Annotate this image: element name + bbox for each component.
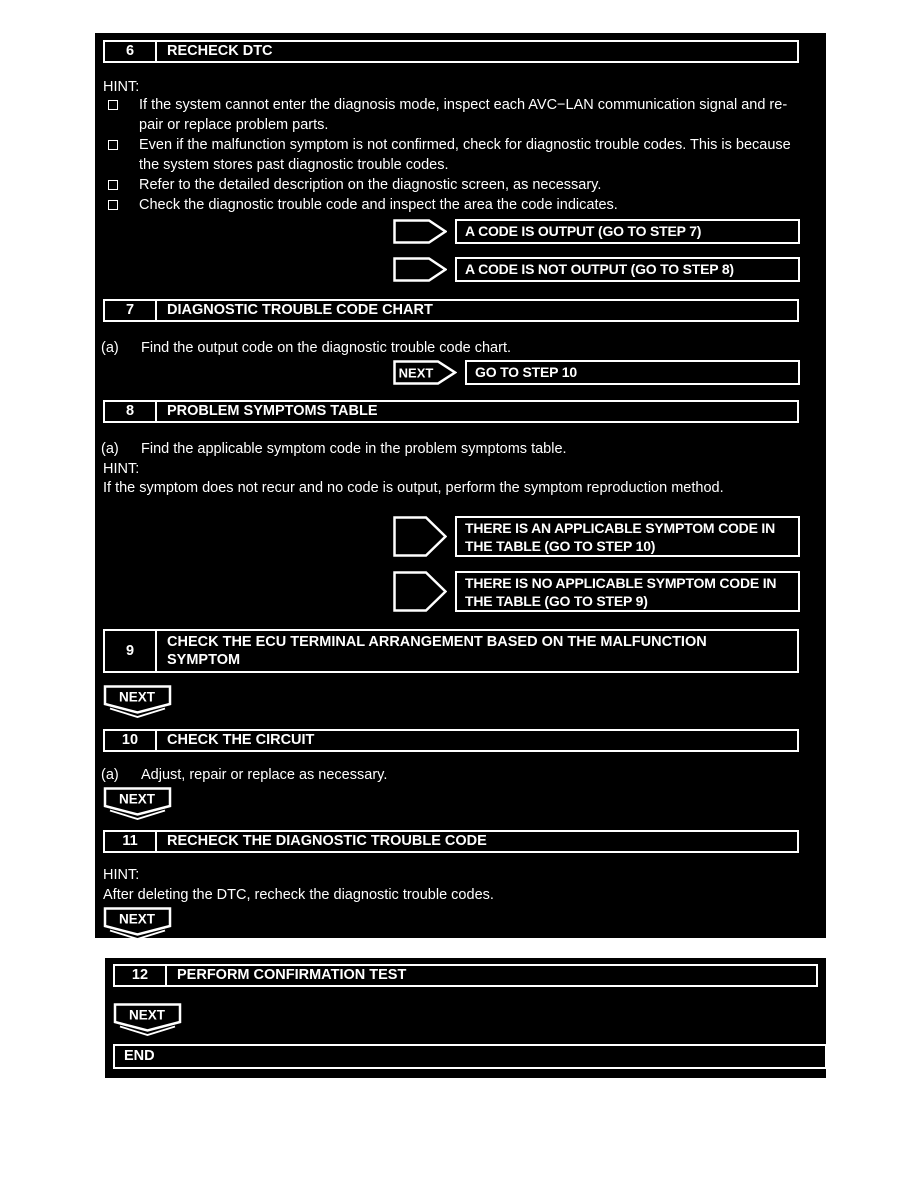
next-down-icon xyxy=(113,1003,189,1037)
next-down-icon xyxy=(103,685,179,719)
step-12-header xyxy=(113,964,818,987)
instruction-text: Adjust, repair or replace as necessary. xyxy=(141,767,388,783)
next-down-icon xyxy=(103,907,179,941)
hint-label: HINT: xyxy=(103,461,140,477)
step-title: CHECK THE CIRCUIT xyxy=(167,732,315,748)
result-callout xyxy=(393,571,800,612)
step-number: 9 xyxy=(105,631,157,671)
instruction-row xyxy=(101,338,511,358)
item-letter: (a) xyxy=(101,767,119,783)
diagnostic-flow-panel xyxy=(95,33,826,938)
step-title: PROBLEM SYMPTOMS TABLE xyxy=(167,403,378,419)
step-number: 7 xyxy=(105,301,157,320)
result-callout xyxy=(393,516,800,557)
instruction-text: Find the applicable symptom code in the problem symptoms table. xyxy=(141,441,567,457)
hint-line: the system stores past diagnostic trouble codes. xyxy=(139,157,449,173)
hint-line: Check the diagnostic trouble code and inspect the area the code indicates. xyxy=(139,197,618,213)
hint-line: If the system cannot enter the diagnosis mode, inspect each AVC−LAN communication signal and re- xyxy=(139,97,788,113)
instruction-text: Find the output code on the diagnostic trouble code chart. xyxy=(141,340,511,356)
arrow-right-icon xyxy=(393,516,447,557)
next-button-label: NEXT xyxy=(128,1007,166,1023)
next-callout xyxy=(393,360,800,385)
step-11-header xyxy=(103,830,799,853)
callout-text: A CODE IS NOT OUTPUT (GO TO STEP 8) xyxy=(465,261,734,277)
step-number: 12 xyxy=(115,966,167,985)
callout-text: THERE IS NO APPLICABLE SYMPTOM CODE IN xyxy=(465,574,777,591)
step-title: RECHECK THE DIAGNOSTIC TROUBLE CODE xyxy=(167,833,487,849)
next-button-label: NEXT xyxy=(118,911,156,927)
next-arrow-label: NEXT xyxy=(398,365,434,381)
result-callout xyxy=(393,257,800,282)
callout-text: THE TABLE (GO TO STEP 10) xyxy=(465,537,656,554)
step-7-header xyxy=(103,299,799,322)
callout-text: A CODE IS OUTPUT (GO TO STEP 7) xyxy=(465,223,702,239)
step-title: DIAGNOSTIC TROUBLE CODE CHART xyxy=(167,302,433,318)
hint-text: After deleting the DTC, recheck the diagnostic trouble codes. xyxy=(103,887,494,903)
callout-text: THERE IS AN APPLICABLE SYMPTOM CODE IN xyxy=(465,519,776,536)
square-bullet-icon xyxy=(108,180,118,190)
end-bar xyxy=(113,1044,827,1069)
step-title: SYMPTOM xyxy=(167,652,241,668)
list-item xyxy=(95,175,826,195)
step-number: 8 xyxy=(105,402,157,421)
hint-line: pair or replace problem parts. xyxy=(139,117,329,133)
confirmation-panel xyxy=(105,958,826,1078)
hint-line: Refer to the detailed description on the diagnostic screen, as necessary. xyxy=(139,177,602,193)
list-item xyxy=(95,135,826,175)
step-8-header xyxy=(103,400,799,423)
hint-label: HINT: xyxy=(103,867,140,883)
arrow-right-icon xyxy=(393,219,447,244)
instruction-row xyxy=(101,765,387,785)
next-arrow-icon xyxy=(393,360,457,385)
step-number: 10 xyxy=(105,731,157,750)
step-number: 11 xyxy=(105,832,157,851)
hint-label: HINT: xyxy=(103,79,140,95)
step-number: 6 xyxy=(105,42,157,61)
hint-line: Even if the malfunction symptom is not confirmed, check for diagnostic trouble codes. This is because xyxy=(139,137,791,153)
step-6-header xyxy=(103,40,799,63)
square-bullet-icon xyxy=(108,100,118,110)
arrow-right-icon xyxy=(393,571,447,612)
step-9-header xyxy=(103,629,799,673)
square-bullet-icon xyxy=(108,200,118,210)
instruction-row xyxy=(101,439,567,459)
next-button-label: NEXT xyxy=(118,689,156,705)
hint-text: If the symptom does not recur and no code is output, perform the symptom reproduction method. xyxy=(103,480,724,496)
step-title: CHECK THE ECU TERMINAL ARRANGEMENT BASED ON THE MALFUNCTION xyxy=(167,634,707,650)
arrow-right-icon xyxy=(393,257,447,282)
list-item xyxy=(95,195,826,215)
item-letter: (a) xyxy=(101,441,119,457)
result-callout xyxy=(393,219,800,244)
callout-text: THE TABLE (GO TO STEP 9) xyxy=(465,592,648,609)
step-title: PERFORM CONFIRMATION TEST xyxy=(177,967,407,983)
end-label: END xyxy=(124,1048,155,1064)
callout-text: GO TO STEP 10 xyxy=(475,364,577,380)
step-title: RECHECK DTC xyxy=(167,43,273,59)
hint-list xyxy=(95,95,826,215)
square-bullet-icon xyxy=(108,140,118,150)
step-10-header xyxy=(103,729,799,752)
item-letter: (a) xyxy=(101,340,119,356)
next-button-label: NEXT xyxy=(118,791,156,807)
list-item xyxy=(95,95,826,135)
next-down-icon xyxy=(103,787,179,821)
